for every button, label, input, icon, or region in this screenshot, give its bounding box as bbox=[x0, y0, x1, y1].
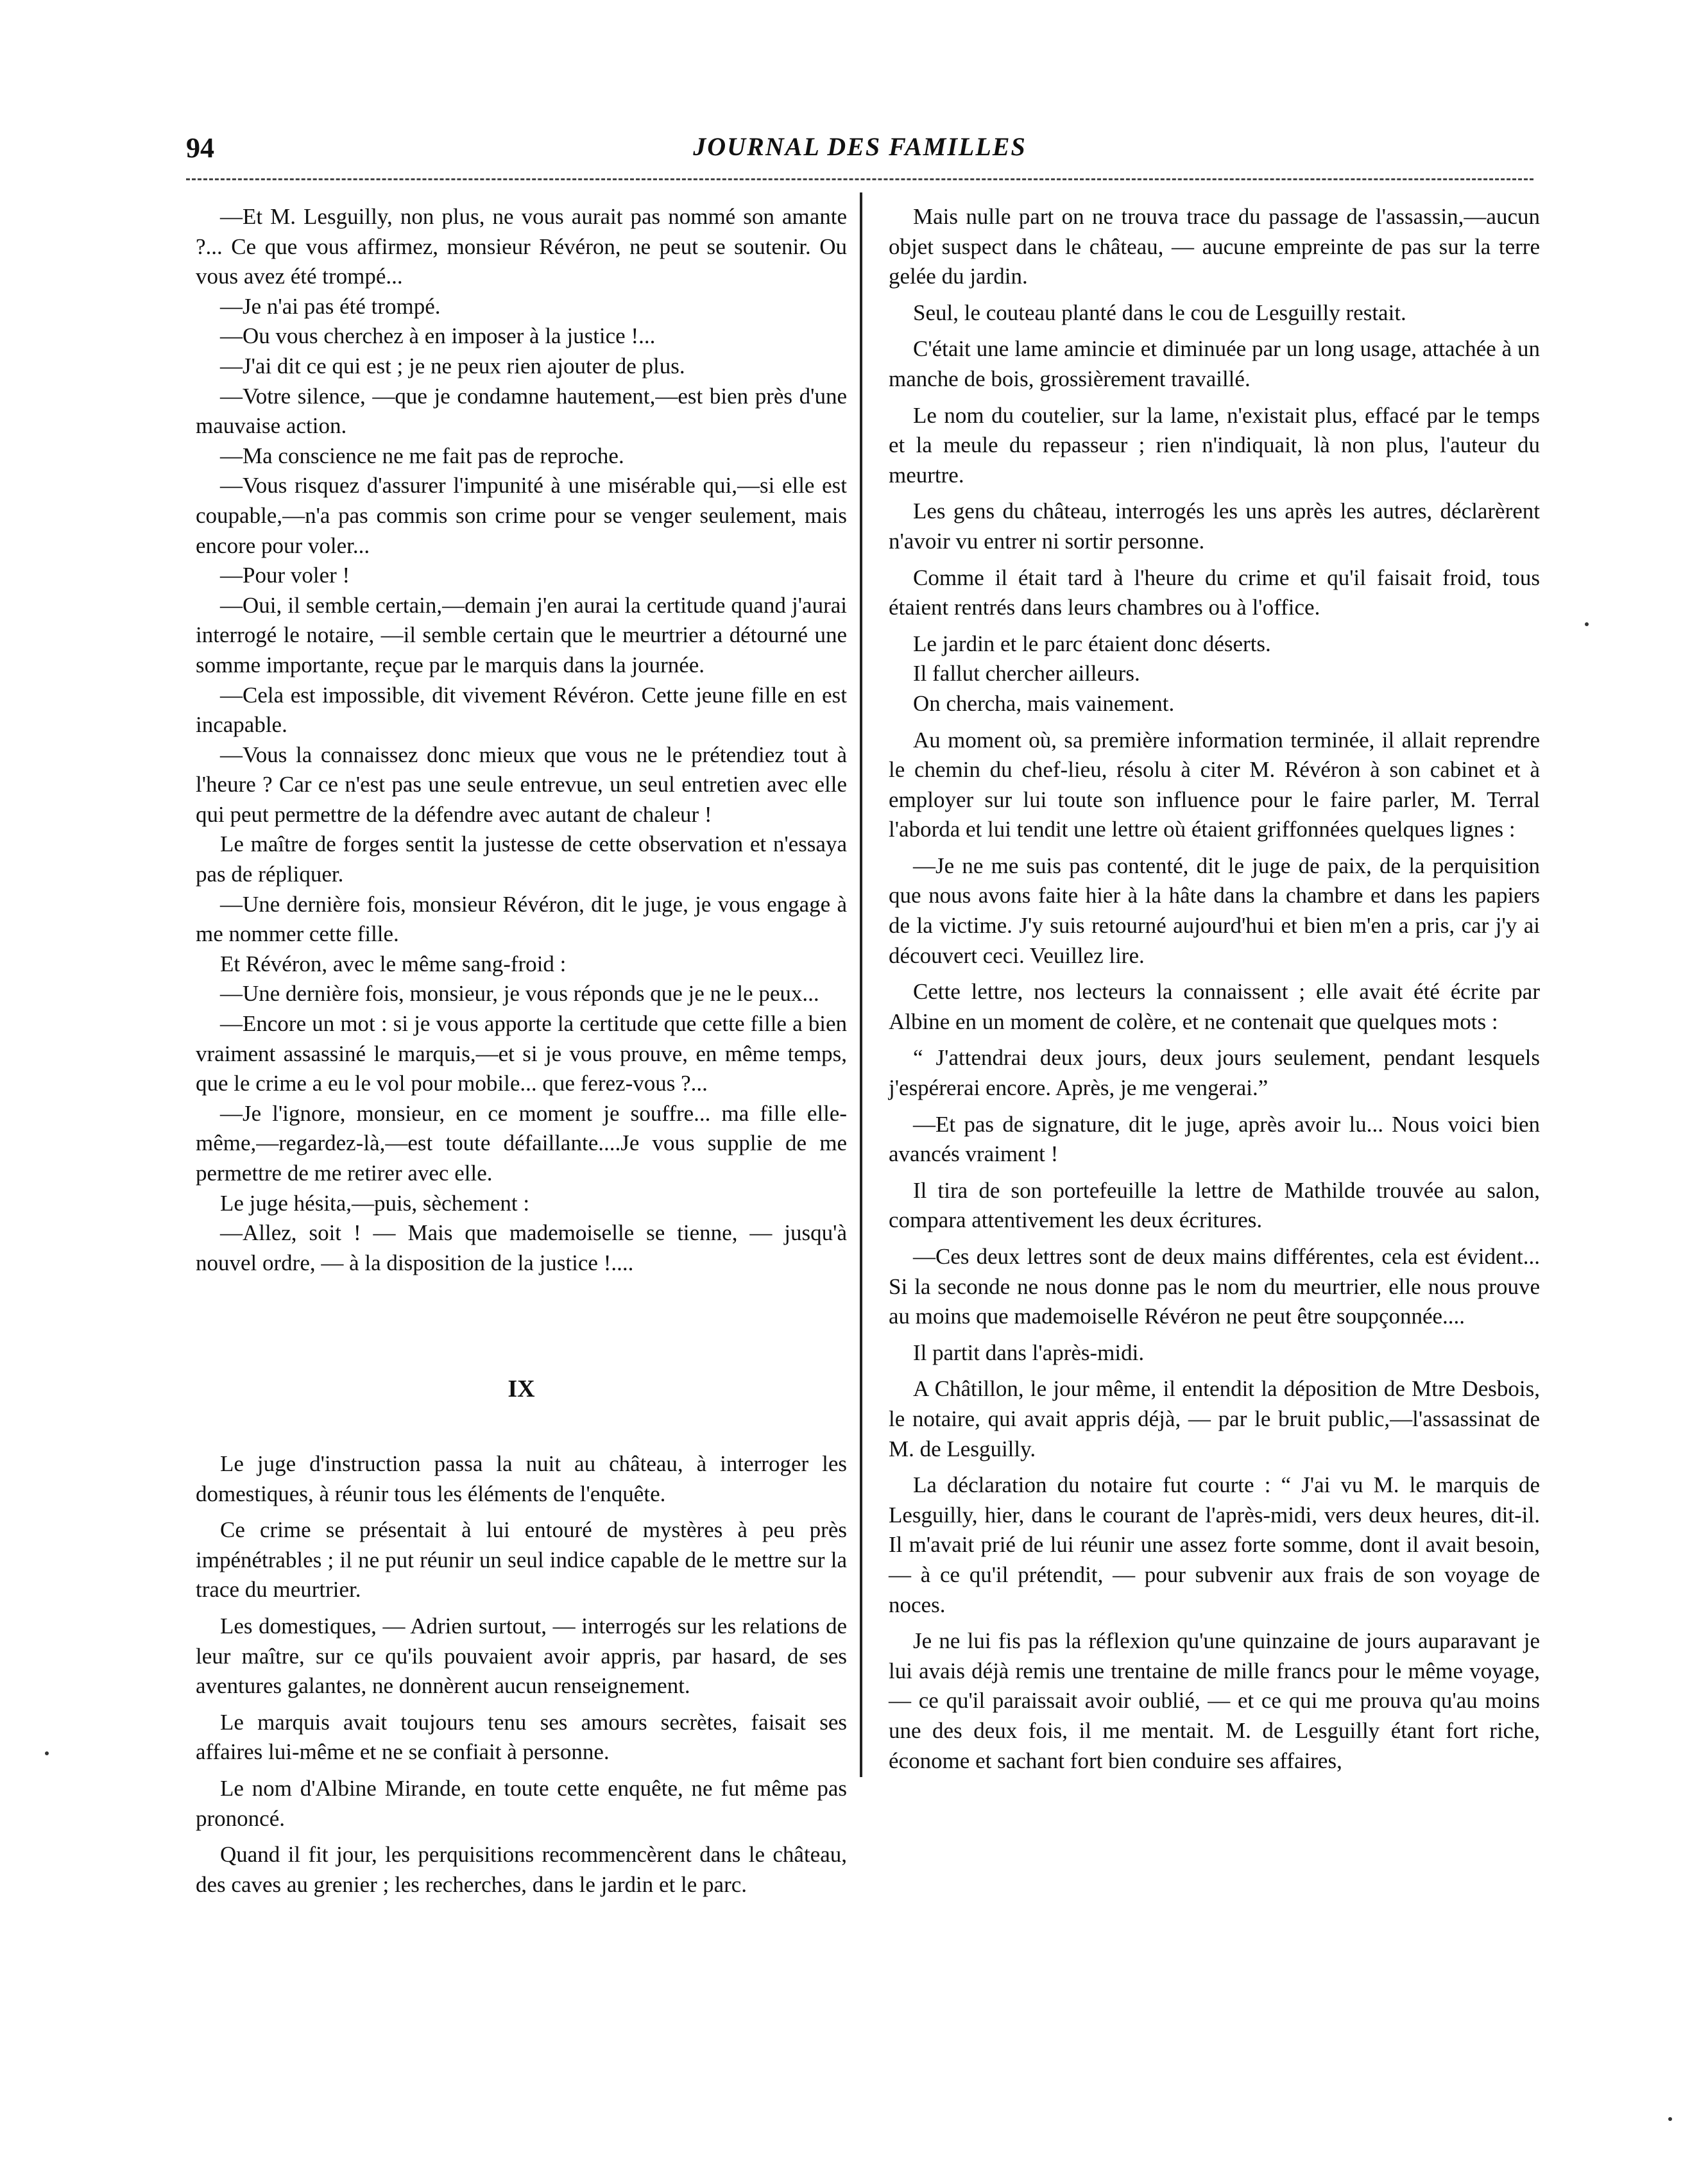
paragraph: —Allez, soit ! — Mais que mademoiselle se tienne, — jusqu'à nouvel ordre, — à la disposition de la justice !.... bbox=[196, 1220, 847, 1275]
paragraph: Le juge hésita,—puis, sèchement : bbox=[220, 1190, 530, 1216]
paragraph: Le nom d'Albine Mirande, en toute cette enquête, ne fut même pas prononcé. bbox=[196, 1775, 847, 1831]
paragraph: —Une dernière fois, monsieur, je vous réponds que je ne le peux... bbox=[220, 981, 819, 1007]
paragraph: —Pour voler ! bbox=[220, 563, 350, 588]
paragraph: Au moment où, sa première information terminée, il allait reprendre le chemin du chef-lieu, résolu à citer M. Révéron à son cabinet et à employer sur lui toute son influence pour le faire parler, M. Terral l'aborda et lui tendit une lettre où étaient griffonnées quelques lignes : bbox=[889, 727, 1540, 842]
paragraph: C'était une lame amincie et diminuée par un long usage, attachée à un manche de bois, grossièrement travaillé. bbox=[889, 336, 1540, 391]
paragraph: Le marquis avait toujours tenu ses amours secrètes, faisait ses affaires lui-même et ne se confiait à personne. bbox=[196, 1709, 847, 1765]
print-speck bbox=[1668, 2117, 1672, 2121]
chapter-heading: IX bbox=[508, 1375, 535, 1403]
header-rule bbox=[186, 178, 1533, 180]
page-header bbox=[186, 132, 1533, 170]
print-speck bbox=[1585, 622, 1589, 626]
paragraph: —Et M. Lesguilly, non plus, ne vous aurait pas nommé son amante ?... Ce que vous affirmez, monsieur Révéron, ne peut se soutenir. Ou vous avez été trompé... bbox=[196, 204, 847, 289]
paragraph: Je ne lui fis pas la réflexion qu'une quinzaine de jours auparavant je lui avais déjà remis une trentaine de mille francs pour le même voyage, — ce qu'il paraissait avoir oublié, — et ce qui me prouva qu'au moins une des deux fois, il me mentait. M. de Lesguilly étant fort riche, économe et sachant fort bien conduire ses affaires, bbox=[889, 1628, 1540, 1773]
paragraph: Il partit dans l'après-midi. bbox=[913, 1340, 1145, 1365]
page-number: 94 bbox=[186, 132, 214, 164]
running-title: JOURNAL DES FAMILLES bbox=[693, 132, 1027, 161]
quoted-letter: “ J'attendrai deux jours, deux jours seulement, pendant lesquels j'espérerai encore. Après, je me vengerai.” bbox=[889, 1045, 1540, 1101]
paragraph: —Une dernière fois, monsieur Révéron, dit le juge, je vous engage à me nommer cette fille. bbox=[196, 891, 847, 947]
paragraph: A Châtillon, le jour même, il entendit la déposition de Mtre Desbois, le notaire, qui avait appris déjà, — par le bruit public,—l'assassinat de M. de Lesguilly. bbox=[889, 1376, 1540, 1461]
paragraph: —Votre silence, —que je condamne hautement,—est bien près d'une mauvaise action. bbox=[196, 383, 847, 439]
paragraph: Comme il était tard à l'heure du crime et qu'il faisait froid, tous étaient rentrés dans leurs chambres ou à l'office. bbox=[889, 565, 1540, 620]
print-speck bbox=[45, 1751, 49, 1755]
left-column-body bbox=[196, 202, 847, 1278]
paragraph: —Cela est impossible, dit vivement Révéron. Cette jeune fille en est incapable. bbox=[196, 682, 847, 738]
paragraph: Seul, le couteau planté dans le cou de Lesguilly restait. bbox=[913, 300, 1406, 325]
paragraph: Quand il fit jour, les perquisitions recommencèrent dans le château, des caves au grenier ; les recherches, dans le jardin et le parc. bbox=[196, 1842, 847, 1897]
paragraph: Mais nulle part on ne trouva trace du passage de l'assassin,—aucun objet suspect dans le château, — aucune empreinte de pas sur la terre gelée du jardin. bbox=[889, 204, 1540, 289]
paragraph: Et Révéron, avec le même sang-froid : bbox=[220, 951, 567, 976]
paragraph: —Je l'ignore, monsieur, en ce moment je souffre... ma fille elle-même,—regardez-là,—est toute défaillante....Je vous supplie de me permettre de me retirer avec elle. bbox=[196, 1100, 847, 1186]
paragraph: —Je ne me suis pas contenté, dit le juge de paix, de la perquisition que nous avons faite hier à la hâte dans la chambre et dans les papiers de la victime. J'y suis retourné aujourd'hui et bien m'en a pris, car j'y ai découvert ceci. Veuillez lire. bbox=[889, 853, 1540, 968]
paragraph: —Et pas de signature, dit le juge, après avoir lu... Nous voici bien avancés vraiment ! bbox=[889, 1111, 1540, 1167]
paragraph: Ce crime se présentait à lui entouré de mystères à peu près impénétrables ; il ne put réunir un seul indice capable de le mettre sur la trace du meurtrier. bbox=[196, 1517, 847, 1603]
left-column bbox=[196, 202, 847, 1900]
paragraph: —Vous risquez d'assurer l'impunité à une misérable qui,—si elle est coupable,—n'a pas commis son crime pour se venger seulement, mais encore pour voler... bbox=[196, 473, 847, 558]
column-divider bbox=[860, 192, 862, 1777]
chapter-body bbox=[196, 1449, 847, 1900]
paragraph: —J'ai dit ce qui est ; je ne peux rien ajouter de plus. bbox=[220, 353, 685, 379]
paragraph: —Oui, il semble certain,—demain j'en aurai la certitude quand j'aurai interrogé le notaire, —il semble certain que le meurtrier a détourné une somme importante, reçue par le marquis dans la journée. bbox=[196, 592, 847, 677]
paragraph: —Encore un mot : si je vous apporte la certitude que cette fille a bien vraiment assassiné le marquis,—et si je vous prouve, en même temps, que le crime a eu le vol pour mobile... que ferez-vous ?... bbox=[196, 1011, 847, 1096]
paragraph: —Je n'ai pas été trompé. bbox=[220, 293, 441, 319]
paragraph: Il fallut chercher ailleurs. bbox=[913, 661, 1140, 686]
paragraph: Les domestiques, — Adrien surtout, — interrogés sur les relations de leur maître, sur ce qu'ils pouvaient avoir appris, par hasard, de ses aventures galantes, ne donnèrent aucun renseignement. bbox=[196, 1613, 847, 1699]
paragraph: —Vous la connaissez donc mieux que vous ne le prétendiez tout à l'heure ? Car ce n'est pas une seule entrevue, un seul entretien avec elle qui peut permettre de la défendre avec autant de chaleur ! bbox=[196, 742, 847, 827]
paragraph: Le jardin et le parc étaient donc déserts. bbox=[913, 631, 1271, 656]
paragraph: Il tira de son portefeuille la lettre de Mathilde trouvée au salon, compara attentivement les deux écritures. bbox=[889, 1177, 1540, 1233]
paragraph: Les gens du château, interrogés les uns après les autres, déclarèrent n'avoir vu entrer ni sortir personne. bbox=[889, 498, 1540, 554]
paragraph: La déclaration du notaire fut courte : “ J'ai vu M. le marquis de Lesguilly, hier, dans le courant de l'après-midi, vers deux heures, dit-il. Il m'avait prié de lui réunir une assez forte somme, dont il avait besoin, — à ce qu'il prétendit, — pour subvenir aux frais de son voyage de noces. bbox=[889, 1472, 1540, 1617]
right-column bbox=[889, 202, 1540, 1776]
paragraph: On chercha, mais vainement. bbox=[913, 690, 1175, 716]
paragraph: Le maître de forges sentit la justesse de cette observation et n'essaya pas de répliquer. bbox=[196, 831, 847, 887]
paragraph: Le nom du coutelier, sur la lame, n'existait plus, effacé par le temps et la meule du repasseur ; rien n'indiquait, là non plus, l'auteur du meurtre. bbox=[889, 402, 1540, 488]
paragraph: —Ces deux lettres sont de deux mains différentes, cela est évident... Si la seconde ne nous donne pas le nom du meurtrier, elle nous prouve au moins que mademoiselle Révéron ne peut être soupçonnée.... bbox=[889, 1244, 1540, 1329]
paragraph: Cette lettre, nos lecteurs la connaissent ; elle avait été écrite par Albine en un moment de colère, et ne contenait que quelques mots : bbox=[889, 979, 1540, 1034]
paragraph: Le juge d'instruction passa la nuit au château, à interroger les domestiques, à réunir tous les éléments de l'enquête. bbox=[196, 1451, 847, 1506]
paragraph: —Ma conscience ne me fait pas de reproche. bbox=[220, 443, 624, 468]
paragraph: —Ou vous cherchez à en imposer à la justice !... bbox=[220, 323, 656, 349]
